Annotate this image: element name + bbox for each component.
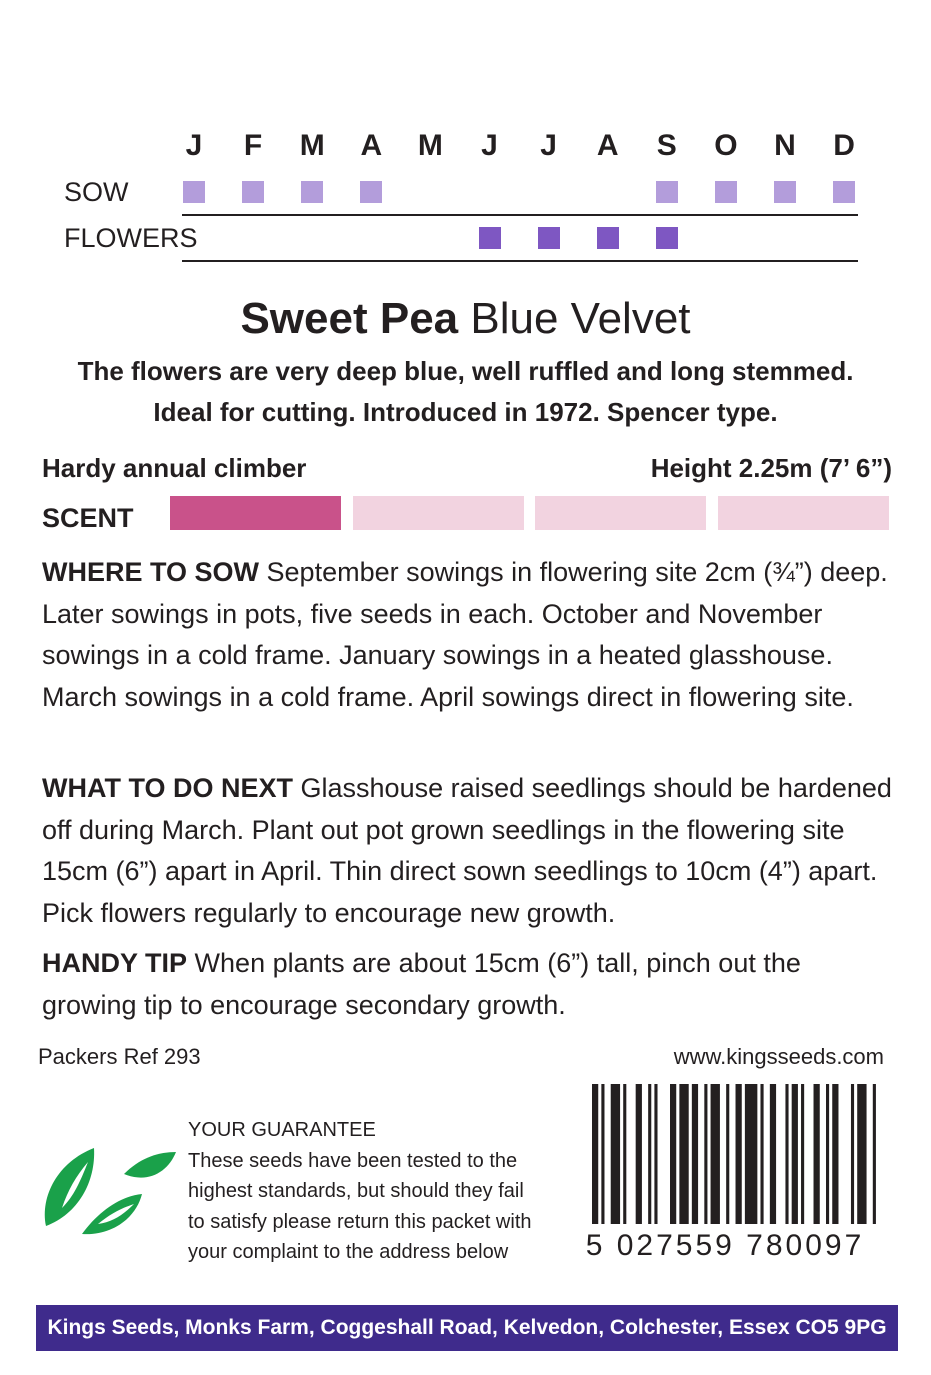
plant-height: Height 2.25m (7’ 6”) xyxy=(650,453,892,483)
barcode-bar xyxy=(654,1084,657,1224)
leaf-logo-icon xyxy=(38,1138,180,1242)
month-label: A xyxy=(596,129,619,162)
barcode-bar xyxy=(704,1084,707,1224)
barcode-bar xyxy=(670,1084,676,1224)
barcode-bar xyxy=(832,1084,838,1224)
barcode xyxy=(560,1080,890,1260)
sowing-calendar xyxy=(0,0,931,270)
calendar-cell-sow xyxy=(656,181,678,203)
scent-segment xyxy=(535,496,706,530)
guarantee-line: highest standards, but should they fail xyxy=(188,1180,524,1202)
barcode-bar xyxy=(636,1084,642,1224)
barcode-bar xyxy=(814,1084,820,1224)
month-label: F xyxy=(243,129,263,162)
calendar-cell-flowers xyxy=(597,227,619,249)
description-line-1: The flowers are very deep blue, well ruffled and long stemmed. xyxy=(77,356,854,386)
product-name: Sweet Pea xyxy=(240,294,459,343)
what-to-do-next-heading: WHAT TO DO NEXT xyxy=(42,773,293,803)
barcode-bars xyxy=(592,1084,876,1224)
product-variety: Blue Velvet xyxy=(470,294,691,343)
barcode-bar xyxy=(611,1084,620,1224)
row-label-sow: SOW xyxy=(64,177,129,207)
month-label: M xyxy=(417,129,443,162)
barcode-bar xyxy=(601,1084,604,1224)
calendar-cell-sow xyxy=(183,181,205,203)
barcode-bar xyxy=(592,1084,598,1224)
barcode-bar xyxy=(623,1084,626,1224)
row-label-flowers: FLOWERS xyxy=(64,223,198,253)
barcode-bar xyxy=(785,1084,788,1224)
month-label: J xyxy=(540,129,557,162)
barcode-bar xyxy=(745,1084,757,1224)
month-label: O xyxy=(714,129,738,162)
barcode-bar xyxy=(711,1084,720,1224)
guarantee xyxy=(188,1115,558,1268)
month-label: J xyxy=(185,129,203,162)
barcode-bar xyxy=(692,1084,698,1224)
calendar-cell-sow xyxy=(774,181,796,203)
calendar-cell-sow xyxy=(301,181,323,203)
calendar-cell-flowers xyxy=(479,227,501,249)
row-divider xyxy=(182,260,858,262)
barcode-bar xyxy=(826,1084,829,1224)
calendar-cell-flowers xyxy=(656,227,678,249)
description-line-2: Ideal for cutting. Introduced in 1972. Spencer type. xyxy=(153,397,778,427)
barcode-bar xyxy=(792,1084,798,1224)
guarantee-line: to satisfy please return this packet with xyxy=(188,1210,532,1233)
month-label: D xyxy=(833,129,855,162)
barcode-bar xyxy=(760,1084,763,1224)
row-divider xyxy=(182,214,858,216)
plant-type: Hardy annual climber xyxy=(42,453,307,483)
scent-segment xyxy=(718,496,889,530)
barcode-bar xyxy=(851,1084,854,1224)
barcode-bar xyxy=(801,1084,804,1224)
guarantee-line: your complaint to the address below xyxy=(188,1241,509,1263)
website[interactable]: www.kingsseeds.com xyxy=(673,1044,884,1069)
where-to-sow-text: September sowings in flowering site 2cm (¾”) deep. Later sowings in pots, five seeds in each. October and November sowings in a cold frame. January sowings in a heated glasshouse. March sowings in a cold frame. April sowings direct in flowering site. xyxy=(42,557,888,712)
calendar-cell-sow xyxy=(360,181,382,203)
calendar-cell-sow xyxy=(833,181,855,203)
where-to-sow xyxy=(42,552,902,718)
scent-segment xyxy=(353,496,524,530)
packers-ref: Packers Ref 293 xyxy=(38,1044,201,1069)
handy-tip-heading: HANDY TIP xyxy=(42,948,188,978)
month-label: J xyxy=(481,129,498,162)
barcode-digits: 5 027559 780097 xyxy=(585,1229,865,1260)
product-title xyxy=(0,292,931,346)
barcode-bar xyxy=(857,1084,866,1224)
barcode-bar xyxy=(679,1084,688,1224)
barcode-bar xyxy=(648,1084,651,1224)
what-to-do-next xyxy=(42,768,902,934)
what-to-do-next-text: Glasshouse raised seedlings should be hardened off during March. Plant out pot grown seedlings in the flowering site 15cm (6”) apart in April. Thin direct sown seedlings to 10cm (4”) apart. Pick flowers regularly to encourage new growth. xyxy=(42,773,892,928)
month-label: S xyxy=(656,129,677,162)
month-label: M xyxy=(299,129,325,162)
calendar-cell-sow xyxy=(242,181,264,203)
handy-tip-text: When plants are about 15cm (6”) tall, pinch out the growing tip to encourage secondary growth. xyxy=(42,948,801,1020)
month-label: A xyxy=(360,129,383,162)
barcode-bar xyxy=(726,1084,729,1224)
barcode-bar xyxy=(770,1084,776,1224)
where-to-sow-heading: WHERE TO SOW xyxy=(42,557,260,587)
barcode-bar xyxy=(736,1084,742,1224)
guarantee-line: These seeds have been tested to the xyxy=(188,1149,518,1172)
month-label: N xyxy=(774,129,796,162)
handy-tip xyxy=(42,943,902,1026)
address-banner: Kings Seeds, Monks Farm, Coggeshall Road, Kelvedon, Colchester, Essex CO5 9PG xyxy=(36,1305,898,1351)
calendar-cell-flowers xyxy=(538,227,560,249)
calendar-cell-sow xyxy=(715,181,737,203)
barcode-bar xyxy=(873,1084,876,1224)
scent-segment xyxy=(170,496,341,530)
scent-label: SCENT xyxy=(42,503,134,533)
guarantee-title: YOUR GUARANTEE xyxy=(188,1119,376,1141)
